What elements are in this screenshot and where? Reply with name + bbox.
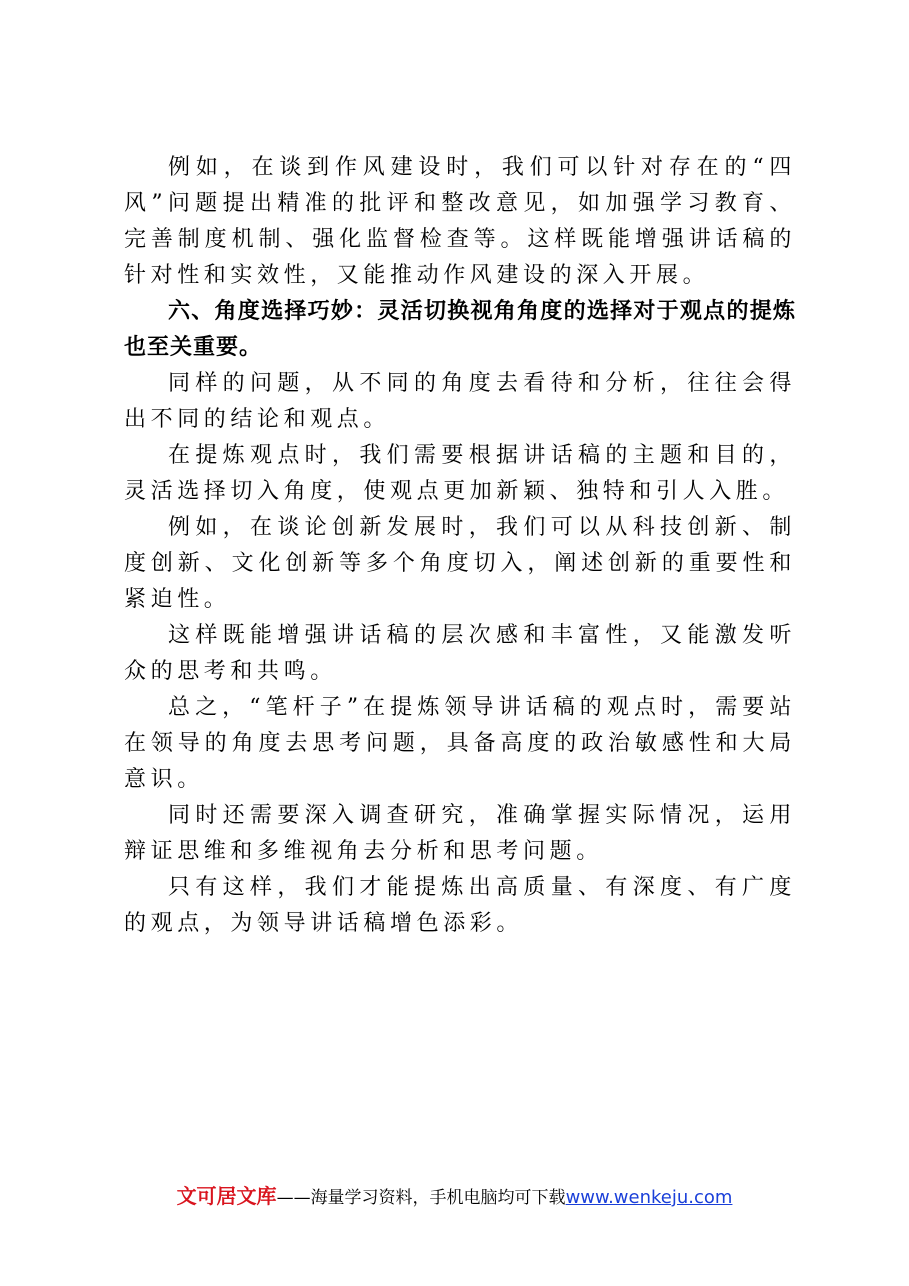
document-body — [124, 150, 796, 942]
footer-site-link[interactable]: www.wenkeju.com — [565, 1187, 733, 1208]
paragraph: 这样既能增强讲话稿的层次感和丰富性，又能激发听众的思考和共鸣。 — [124, 623, 796, 684]
paragraph: 同样的问题，从不同的角度去看待和分析，往往会得出不同的结论和观点。 — [124, 371, 796, 432]
paragraph: 例如，在谈到作风建设时，我们可以针对存在的“四风”问题提出精准的批评和整改意见，如加强学习教育、完善制度机制、强化监督检查等。这样既能增强讲话稿的针对性和实效性，又能推动作风建设的深入开展。 — [124, 155, 796, 288]
paragraph: 同时还需要深入调查研究，准确掌握实际情况，运用辩证思维和多维视角去分析和思考问题。 — [124, 803, 796, 864]
paragraph: 例如，在谈论创新发展时，我们可以从科技创新、制度创新、文化创新等多个角度切入，阐述创新的重要性和紧迫性。 — [124, 515, 796, 612]
page-footer — [0, 1182, 909, 1212]
footer-brand: 文可居文库 — [176, 1184, 277, 1208]
paragraph: 只有这样，我们才能提炼出高质量、有深度、有广度的观点，为领导讲话稿增色添彩。 — [124, 875, 796, 936]
paragraph: 在提炼观点时，我们需要根据讲话稿的主题和目的，灵活选择切入角度，使观点更加新颖、独特和引人入胜。 — [124, 443, 796, 504]
footer-tagline: ——海量学习资料，手机电脑均可下载 — [276, 1188, 566, 1208]
section-heading: 六、角度选择巧妙：灵活切换视角角度的选择对于观点的提炼也至关重要。 — [124, 299, 796, 360]
paragraph: 总之，“笔杆子”在提炼领导讲话稿的观点时，需要站在领导的角度去思考问题，具备高度的政治敏感性和大局意识。 — [124, 695, 796, 792]
